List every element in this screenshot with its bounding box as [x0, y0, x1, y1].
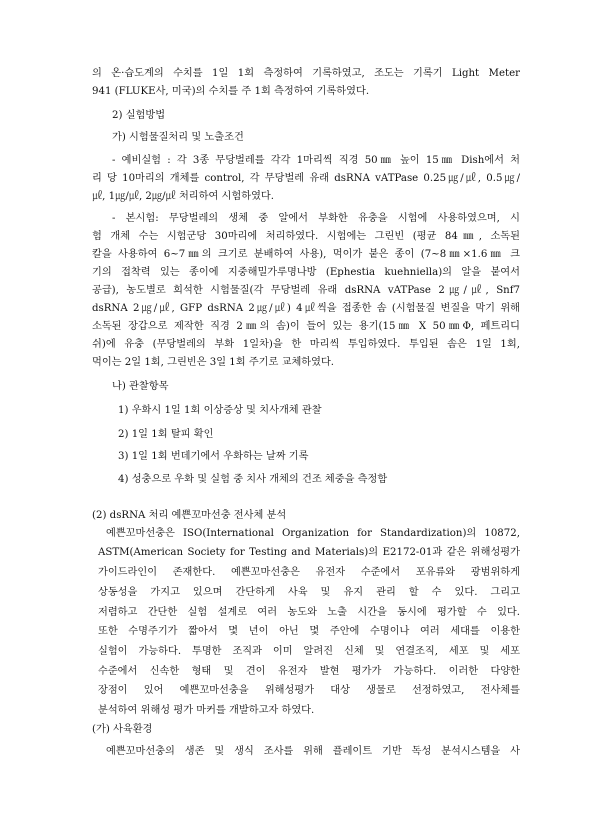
paragraph-line: 험 개체 수는 시험군당 30마리에 처리하였다. 시험에는 그린빈 (평균 84㎜, 소독된 [92, 231, 520, 242]
paragraph-line: 또한 수명주기가 짧아서 몇 년이 아닌 몇 주안에 수명이나 여러 세대를 이용한 [98, 626, 520, 637]
list-item: 1) 우화시 1일 1회 이상증상 및 치사개체 관찰 [118, 405, 322, 416]
list-item: 2) 1일 1회 탈피 확인 [118, 429, 214, 440]
paragraph-line: dsRNA 2㎍/㎕, GFP dsRNA 2㎍/㎕) 4㎕씩을 접종한 솜 (시험물질 변질을 막기 위해 [92, 303, 520, 314]
section-heading: 2) 실험방법 [112, 110, 166, 121]
section-heading: (2) dsRNA 처리 예쁜꼬마선충 전사체 분석 [92, 510, 287, 521]
paragraph-line: 칼을 사용하여 6~7㎜의 크기로 분배하여 사용), 먹이가 붙은 종이 (7~8㎜×1.6㎜ 크 [92, 249, 520, 260]
paragraph-line: - 예비실험 : 각 3종 무당벌레를 각각 1마리씩 직경 50㎜ 높이 15㎜ Dish에서 처 [112, 155, 520, 166]
paragraph-line: 소독된 장갑으로 제작한 직경 2㎜의 솜)이 들어 있는 용기(15㎜ X 50㎜Φ, 페트리디 [92, 321, 520, 332]
subsection-heading: 가) 시험물질처리 및 노출조건 [112, 132, 244, 143]
paragraph-line: 가이드라인이 존재한다. 예쁜꼬마선충은 유전자 수준에서 포유류와 광범위하게 [98, 567, 520, 578]
paragraph-line: ㎕, 1㎍/㎕, 2㎍/㎕ 처리하여 시험하였다. [92, 191, 275, 202]
paragraph-line: 실험이 가능하다. 투명한 조직과 이미 알려진 신체 및 연결조직, 세포 및 세포 [98, 646, 520, 657]
subsection-heading: 나) 관찰항목 [112, 381, 169, 392]
paragraph-line: 저렴하고 간단한 실험 설계로 여러 농도와 노출 시간을 동시에 평가할 수 있다. [98, 607, 520, 618]
paragraph-line: 기의 접착력 있는 종이에 지중해밀가루명나방 (Ephestia kuehniella)의 알을 붙여서 [92, 267, 520, 278]
subsection-heading: (가) 사육환경 [92, 724, 153, 735]
paragraph-line: 공급), 농도별로 희석한 시험물질(각 무당벌레 유래 dsRNA vATPase 2㎍/㎕, Snf7 [92, 285, 520, 296]
paragraph-line: 941 (FLUKE사, 미국)의 수치를 주 1회 측정하여 기록하였다. [92, 86, 370, 97]
paragraph-line: 쉬)에 유충 (무당벌레의 부화 1일차)을 한 마리씩 투입하였다. 투입된 솜은 1일 1회, [92, 339, 520, 350]
paragraph-line: 상동성을 가지고 있으며 간단하게 사육 및 유지 관리 할 수 있다. 그리고 [98, 587, 520, 598]
paragraph-line: ASTM(American Society for Testing and Materials)의 E2172-01과 같은 위해성평가 [98, 547, 520, 558]
list-item: 3) 1일 1회 번데기에서 우화하는 날짜 기록 [118, 451, 309, 462]
list-item: 4) 성충으로 우화 및 실험 중 치사 개체의 건조 체중을 측정함 [118, 474, 388, 485]
paragraph-line: 수준에서 신속한 형태 및 견이 유전자 발현 평가가 가능하다. 이러한 다양한 [98, 666, 520, 677]
paragraph-line: 먹이는 2일 1회, 그린빈은 3일 1회 주기로 교체하였다. [92, 357, 335, 368]
paragraph-line: 의 온·습도계의 수치를 1일 1회 측정하여 기록하였고, 조도는 기록기 Light Meter [92, 68, 520, 79]
paragraph-line: 분석하여 위해성 평가 마커를 개발하고자 하였다. [98, 705, 315, 716]
paragraph-line: 예쁜꼬마선충의 생존 및 생식 조사를 위해 플레이트 기반 독성 분석시스템을 사 [106, 746, 520, 757]
paragraph-line: 장점이 있어 예쁜꼬마선충을 위해성평가 대상 생물로 선정하였고, 전사체를 [98, 685, 520, 696]
paragraph-line: - 본시험: 무당벌레의 생체 중 알에서 부화한 유충을 시험에 사용하였으며, 시 [112, 213, 520, 224]
paragraph-line: 예쁜꼬마선충은 ISO(International Organization for Standardization)의 10872, [106, 528, 520, 539]
paragraph-line: 리 당 10마리의 개체를 control, 각 무당벌레 유래 dsRNA vATPase 0.25㎍/㎕, 0.5㎍/ [92, 173, 520, 184]
